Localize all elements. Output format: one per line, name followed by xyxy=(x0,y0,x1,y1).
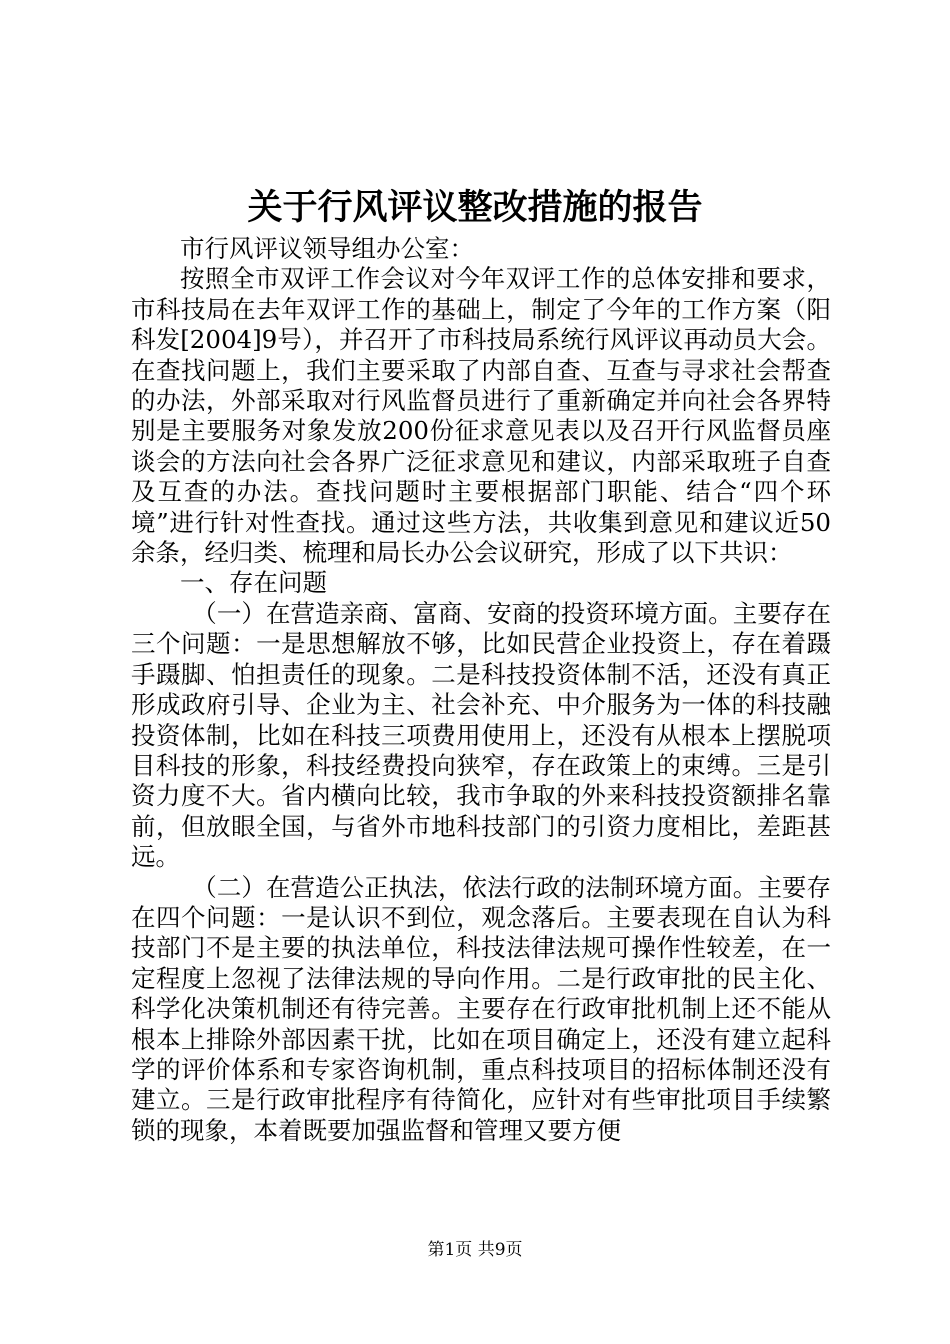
page-number-footer: 第1页 共9页 xyxy=(427,1240,523,1260)
problem-paragraph-2: （二）在营造公正执法，依法行政的法制环境方面。主要存在四个问题：一是认识不到位，观念落后。主要表现在自认为科技部门不是主要的执法单位，科技法律法规可操作性较差，在一定程度上忽视了法律法规的导向作用。二是行政审批的民主化、科学化决策机制还有待完善。主要存在行政审批机制上还不能从根本上排除外部因素干扰，比如在项目确定上，还没有建立起科学的评价体系和专家咨询机制，重点科技项目的招标体制还没有建立。三是行政审批程序有待简化，应针对有些审批项目手续繁锁的现象，本着既要加强监督和管理又要方便 xyxy=(131,872,831,1145)
intro-paragraph: 按照全市双评工作会议对今年双评工作的总体安排和要求，市科技局在去年双评工作的基础上，制定了今年的工作方案（阳科发[2004]9号），并召开了市科技局系统行风评议再动员大会。在查找问题上，我们主要采取了内部自查、互查与寻求社会帮查的办法，外部采取对行风监督员进行了重新确定并向社会各界特别是主要服务对象发放200份征求意见表以及召开行风监督员座谈会的方法向社会各界广泛征求意见和建议，内部采取班子自查及互查的办法。查找问题时主要根据部门职能、结合“四个环境”进行针对性查找。通过这些方法，共收集到意见和建议近50余条，经归类、梳理和局长办公会议研究，形成了以下共识： xyxy=(131,264,831,568)
section-heading: 一、存在问题 xyxy=(180,568,327,598)
document-title: 关于行风评议整改措施的报告 xyxy=(247,187,703,228)
salutation-paragraph: 市行风评议领导组办公室： xyxy=(180,234,474,263)
document-body xyxy=(131,234,831,1146)
problem-paragraph-1: （一）在营造亲商、富商、安商的投资环境方面。主要存在三个问题：一是思想解放不够，比如民营企业投资上，存在着蹑手蹑脚、怕担责任的现象。二是科技投资体制不活，还没有真正形成政府引导、企业为主、社会补充、中介服务为一体的科技融投资体制，比如在科技三项费用使用上，还没有从根本上摆脱项目科技的形象，科技经费投向狭窄，存在政策上的束缚。三是引资力度不大。省内横向比较，我市争取的外来科技投资额排名靠前，但放眼全国，与省外市地科技部门的引资力度相比，差距甚远。 xyxy=(131,598,831,872)
